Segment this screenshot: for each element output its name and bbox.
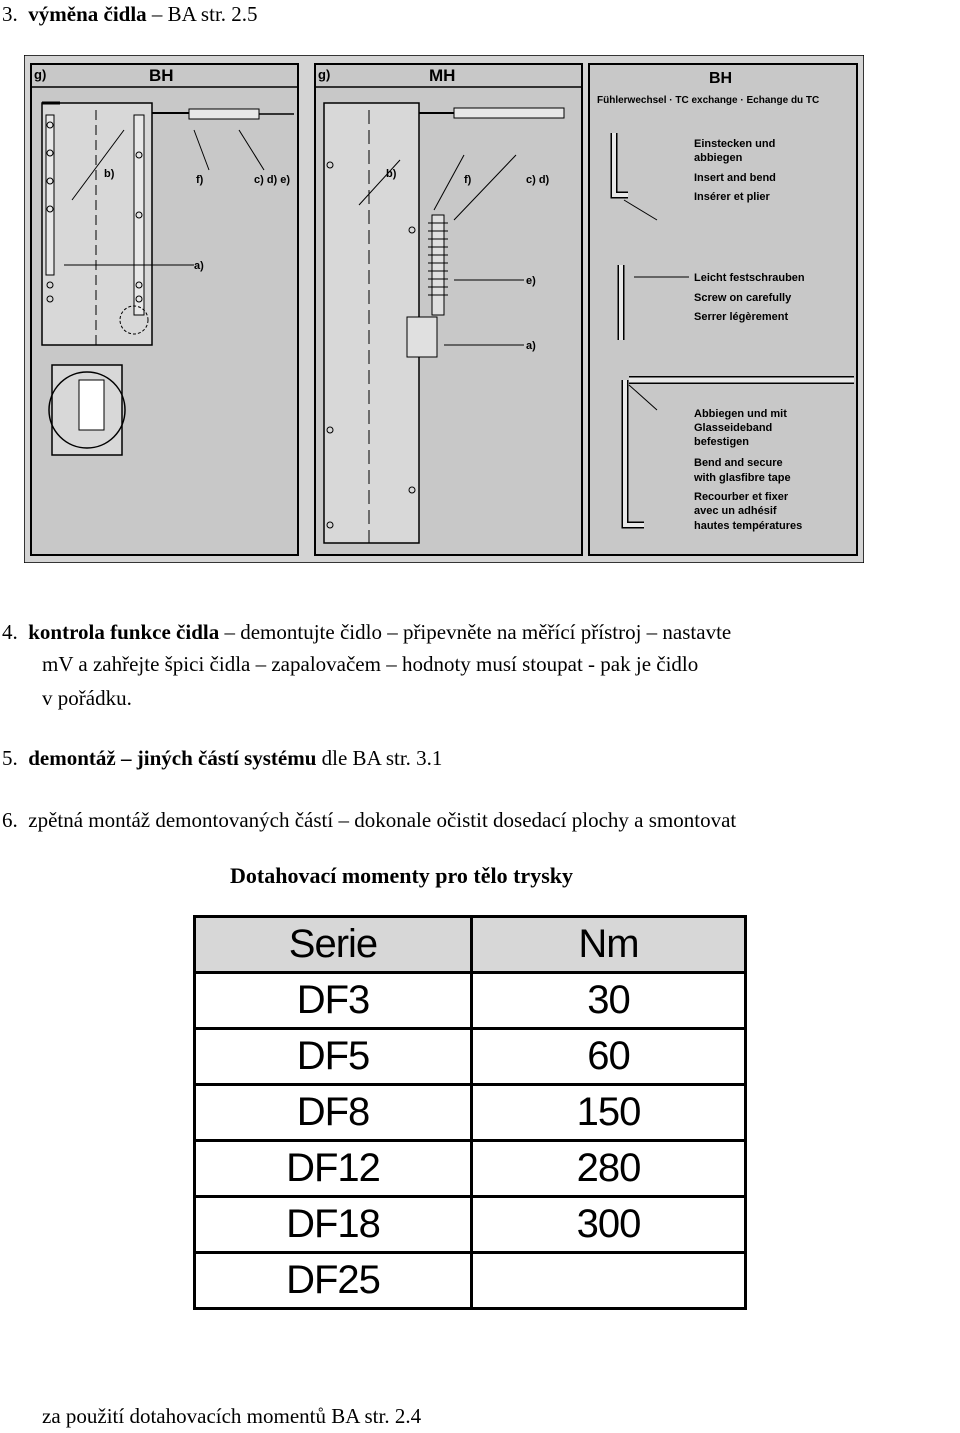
panel2-label-g: g) [318,67,331,82]
section-6-heading [2,808,736,832]
section-6-number: 6. [2,808,18,832]
nm-cell: 300 [472,1197,746,1253]
serie-cell: DF8 [195,1085,472,1141]
section-6-text: zpětná montáž demontovaných částí – dokonale očistit dosedací plochy a smontovat [28,808,737,832]
column-header-nm: Nm [472,917,746,973]
panel3-subtitle: Fühlerwechsel · TC exchange · Echange du TC [597,95,820,106]
table-row [195,1141,746,1197]
panel3-step1-line4: Insérer et plier [694,191,770,203]
panel2-label-f: f) [464,174,472,186]
section-3-reference: – BA str. 2.5 [146,2,258,26]
panel1-label-g: g) [34,67,47,82]
footer-note: za použití dotahovacích momentů BA str. 2.4 [42,1404,422,1428]
panel1-label-cde: c) d) e) [254,174,291,186]
nm-cell: 150 [472,1085,746,1141]
panel3-step3-line5: with glasfibre tape [694,472,791,484]
panel3-step2-line1: Leicht festschrauben [694,272,805,284]
panel3-step3-line3: befestigen [694,436,750,448]
panel1-label-b: b) [104,168,115,180]
table-row [195,1197,746,1253]
section-5-heading [2,746,442,770]
section-4-title: kontrola funkce čidla [28,620,220,644]
section-5-title: demontáž – jiných částí systému [28,746,317,770]
panel3-step2-line3: Serrer légèrement [694,311,789,323]
table-row [195,1253,746,1309]
nm-cell: 30 [472,973,746,1029]
serie-cell: DF18 [195,1197,472,1253]
panel2-label-e: e) [526,275,536,287]
section-5-number: 5. [2,746,18,770]
panel3-step3-line7: avec un adhésif [694,505,777,517]
panel3-step2-line2: Screw on carefully [694,292,792,304]
section-4-number: 4. [2,620,18,644]
section-3-number: 3. [2,2,18,26]
panel2-title: MH [429,66,456,85]
panel3-step1-line1: Einstecken und [694,138,776,150]
panel3-step3-line8: hautes températures [694,520,803,532]
table-header-row [195,917,746,973]
serie-cell: DF5 [195,1029,472,1085]
sensor-exchange-figure [24,55,864,563]
nm-cell: 60 [472,1029,746,1085]
column-header-serie: Serie [195,917,472,973]
section-5-reference: dle BA str. 3.1 [316,746,443,770]
table-row [195,973,746,1029]
serie-cell: DF3 [195,973,472,1029]
panel1-label-f: f) [196,174,204,186]
panel1-label-a: a) [194,260,204,272]
panel3-step3-line2: Glasseideband [694,422,773,434]
table-row [195,1085,746,1141]
panel2-label-b: b) [386,168,397,180]
nm-cell: 280 [472,1141,746,1197]
panel3-step1-line3: Insert and bend [694,172,776,184]
nm-cell [472,1253,746,1309]
section-3-heading [2,2,258,26]
panel3-step3-line4: Bend and secure [694,457,783,469]
panel2-label-cd: c) d) [526,174,550,186]
panel3-step1-line2: abbiegen [694,152,743,164]
serie-cell: DF25 [195,1253,472,1309]
panel1-title: BH [149,66,174,85]
table-row [195,1029,746,1085]
section-4-line1 [2,620,731,644]
torque-table [193,915,747,1310]
panel3-step3-line6: Recourber et fixer [694,491,789,503]
section-4-line3: v pořádku. [42,686,132,710]
table-title: Dotahovací momenty pro tělo trysky [230,863,573,888]
panel2-label-a: a) [526,340,536,352]
serie-cell: DF12 [195,1141,472,1197]
panel3-step3-line1: Abbiegen und mit [694,408,787,420]
section-4-text: – demontujte čidlo – připevněte na měřící přístroj – nastavte [219,620,732,644]
section-4-line2: mV a zahřejte špici čidla – zapalovačem – hodnoty musí stoupat - pak je čidlo [42,652,699,676]
panel3-title: BH [709,70,733,87]
section-3-title: výměna čidla [28,2,147,26]
